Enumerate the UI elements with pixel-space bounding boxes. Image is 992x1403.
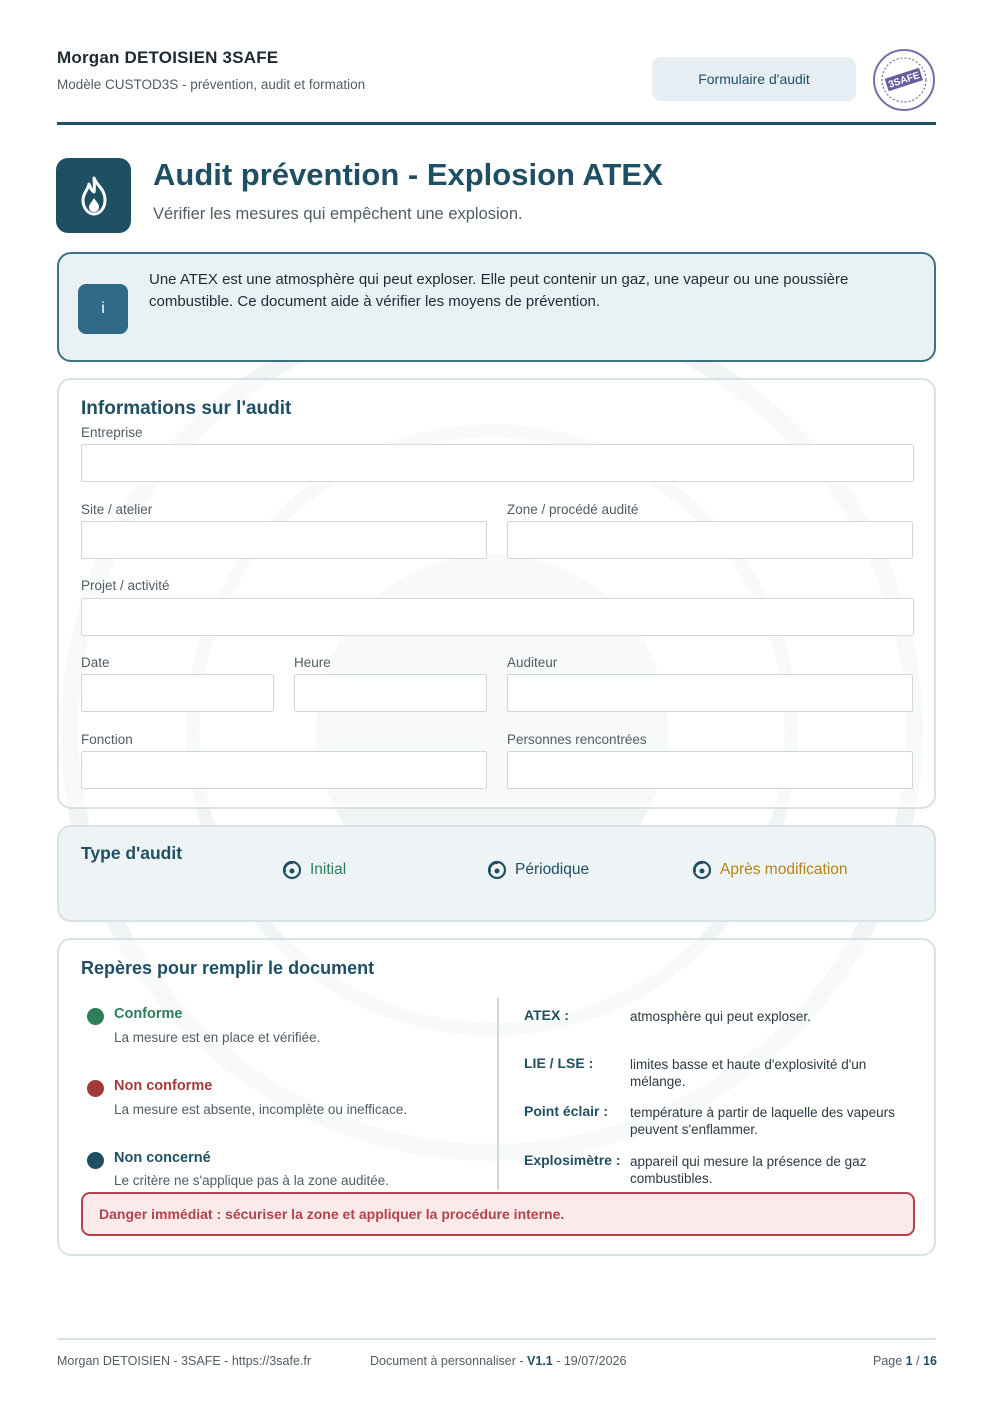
legend-title: Repères pour remplir le document bbox=[81, 958, 375, 978]
site-input[interactable] bbox=[81, 521, 487, 559]
page-subtitle: Vérifier les mesures qui empêchent une explosion. bbox=[153, 205, 523, 223]
entreprise-input[interactable] bbox=[81, 444, 914, 482]
page-title: Audit prévention - Explosion ATEX bbox=[153, 157, 663, 192]
status-non-conforme-desc: La mesure est absente, incomplète ou inefficace. bbox=[114, 1102, 408, 1117]
glossary-term-point-eclair: Point éclair : bbox=[524, 1103, 609, 1119]
glossary-term-explosimetre: Explosimètre : bbox=[524, 1152, 621, 1168]
site-label: Site / atelier bbox=[81, 502, 153, 517]
personnes-label: Personnes rencontrées bbox=[507, 732, 647, 747]
status-dot-non-conforme bbox=[87, 1080, 104, 1097]
radio-periodique-label: Périodique bbox=[515, 861, 590, 878]
auditeur-label: Auditeur bbox=[507, 655, 558, 670]
flame-icon bbox=[56, 158, 131, 233]
header-author: Morgan DETOISIEN 3SAFE bbox=[57, 48, 279, 67]
footer-left: Morgan DETOISIEN - 3SAFE - https://3safe.fr bbox=[57, 1354, 312, 1368]
personnes-input[interactable] bbox=[507, 751, 913, 789]
date-label: Date bbox=[81, 655, 110, 670]
heure-label: Heure bbox=[294, 655, 331, 670]
audit-info-panel bbox=[57, 378, 936, 809]
radio-apres-modification-label: Après modification bbox=[720, 861, 848, 878]
logo-text: 3SAFE bbox=[887, 70, 922, 91]
radio-apres-modification[interactable] bbox=[692, 860, 848, 880]
legend-divider bbox=[497, 998, 499, 1190]
info-callout bbox=[57, 252, 936, 362]
info-icon: i bbox=[78, 284, 128, 334]
glossary-term-atex: ATEX : bbox=[524, 1007, 569, 1023]
glossary-term-lie-lse: LIE / LSE : bbox=[524, 1055, 594, 1071]
status-non-concerne-desc: Le critère ne s'applique pas à la zone auditée. bbox=[114, 1173, 390, 1188]
footer-page-sep: / bbox=[912, 1354, 924, 1368]
footer-page-number bbox=[873, 1354, 937, 1368]
header-subtitle: Modèle CUSTOD3S - prévention, audit et formation bbox=[57, 77, 366, 92]
footer-divider bbox=[57, 1338, 936, 1340]
danger-callout: Danger immédiat : sécuriser la zone et appliquer la procédure interne. bbox=[81, 1192, 915, 1236]
fonction-input[interactable] bbox=[81, 751, 487, 789]
form-type-badge: Formulaire d'audit bbox=[652, 57, 856, 101]
glossary-def-lie-lse: limites basse et haute d'explosivité d'un mélange. bbox=[630, 1057, 867, 1089]
radio-circle-icon bbox=[487, 860, 507, 880]
status-dot-conforme bbox=[87, 1008, 104, 1025]
radio-initial[interactable] bbox=[282, 860, 346, 880]
page-header bbox=[57, 48, 936, 124]
status-conforme-desc: La mesure est en place et vérifiée. bbox=[114, 1030, 321, 1045]
zone-input[interactable] bbox=[507, 521, 913, 559]
status-non-concerne-label: Non concerné bbox=[114, 1150, 211, 1166]
status-conforme-label: Conforme bbox=[114, 1006, 183, 1022]
status-dot-non-concerne bbox=[87, 1152, 104, 1169]
footer-center-suffix: - 19/07/2026 bbox=[552, 1354, 627, 1368]
glossary-def-explosimetre: appareil qui mesure la présence de gaz combustibles. bbox=[630, 1154, 867, 1186]
status-non-conforme-label: Non conforme bbox=[114, 1078, 213, 1094]
zone-label: Zone / procédé audité bbox=[507, 502, 639, 517]
audit-type-title: Type d'audit bbox=[81, 843, 183, 863]
footer-center-prefix: Document à personnaliser - bbox=[370, 1354, 528, 1368]
footer-page-total: 16 bbox=[923, 1354, 937, 1368]
footer-center bbox=[370, 1354, 626, 1368]
footer-page-prefix: Page bbox=[873, 1354, 906, 1368]
legend-panel bbox=[57, 938, 936, 1256]
fonction-label: Fonction bbox=[81, 732, 133, 747]
glossary-def-point-eclair: température à partir de laquelle des vapeurs peuvent s'enflammer. bbox=[630, 1105, 895, 1137]
heure-input[interactable] bbox=[294, 674, 487, 712]
footer-page-current: 1 bbox=[905, 1354, 913, 1368]
radio-initial-label: Initial bbox=[310, 861, 347, 878]
audit-info-title: Informations sur l'audit bbox=[81, 398, 292, 419]
radio-periodique[interactable] bbox=[487, 860, 589, 880]
projet-input[interactable] bbox=[81, 598, 914, 636]
audit-type-panel bbox=[57, 825, 936, 922]
auditeur-input[interactable] bbox=[507, 674, 913, 712]
header-divider bbox=[57, 122, 936, 125]
glossary-def-atex: atmosphère qui peut exploser. bbox=[630, 1009, 811, 1024]
projet-label: Projet / activité bbox=[81, 578, 170, 593]
entreprise-label: Entreprise bbox=[81, 425, 143, 440]
footer-version: V1.1 bbox=[527, 1354, 553, 1368]
date-input[interactable] bbox=[81, 674, 274, 712]
3safe-logo bbox=[872, 48, 936, 112]
info-text: Une ATEX est une atmosphère qui peut exploser. Elle peut contenir un gaz, une vapeur ou une poussière combustible. Ce document aide à vérifier les moyens de prévention. bbox=[149, 271, 849, 310]
radio-circle-icon bbox=[282, 860, 302, 880]
radio-circle-icon bbox=[692, 860, 712, 880]
